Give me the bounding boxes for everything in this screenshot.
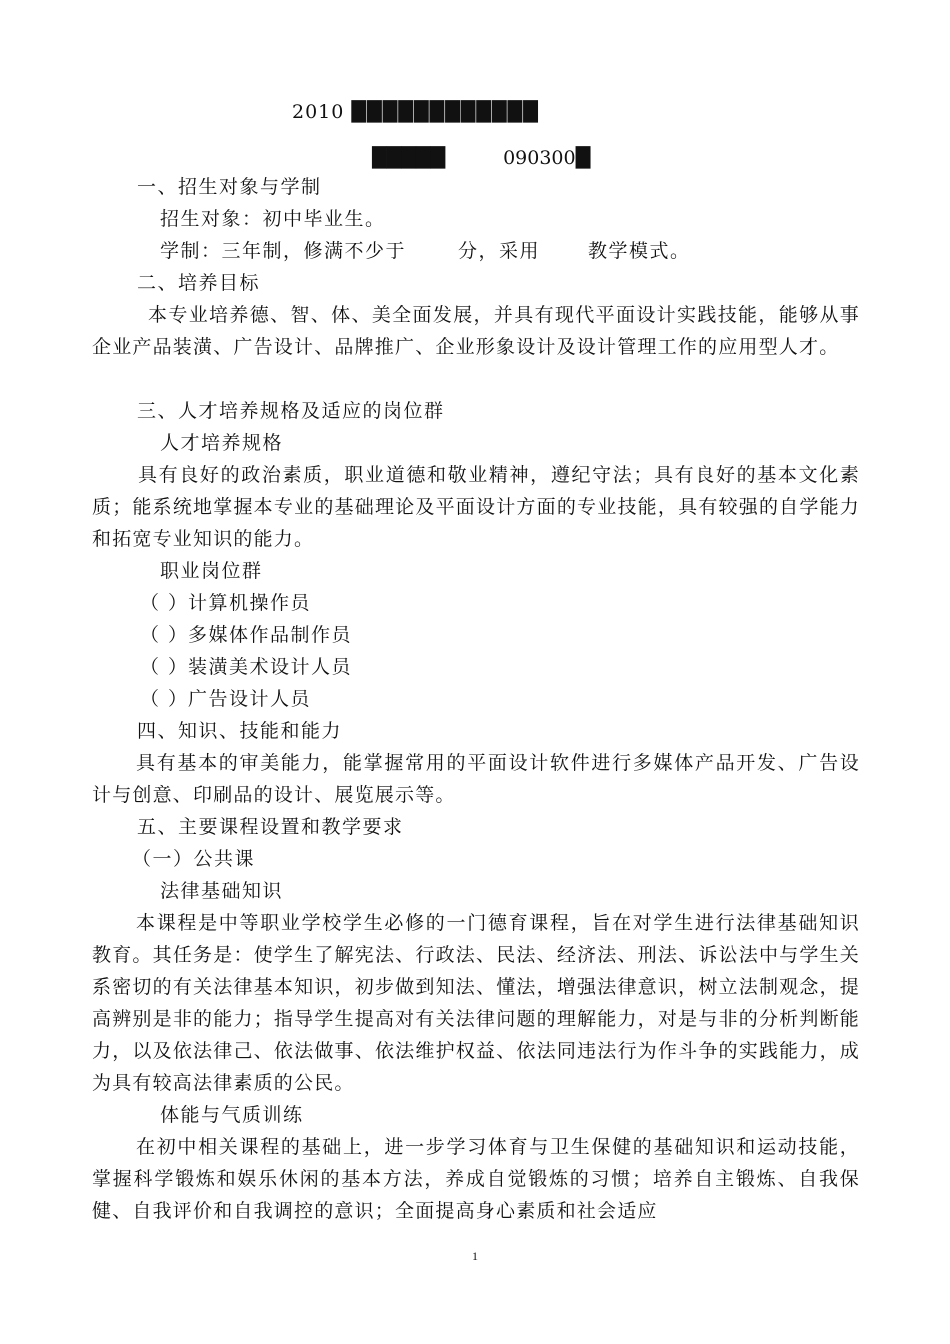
subheading-jobs: 职业岗位群 — [160, 560, 263, 582]
section-heading-skills: 四、知识、技能和能力 — [137, 720, 343, 742]
course-law-paragraph: 本课程是中等职业学校学生必修的一门德育课程，旨在对学生进行法律基础知识教育。其任务是：使学生了解宪法、行政法、民法、经济法、刑法、诉讼法中与学生关系密切的有关法律基本知识，初步做到知法、懂法，增强法律意识，树立法制观念，提高辨别是非的能力；指导学生提高对有关法律问题的理解能力，对是与非的分析判断能力，以及依法律己、依法做事、依法维护权益、依法同违法行为作斗争的实践能力，成为具有较高法律素质的公民。 — [92, 912, 860, 1094]
job-item — [140, 619, 352, 651]
page-number: 1 — [472, 1249, 478, 1263]
job-item-paren: （ ） — [140, 592, 189, 614]
job-item-label: 广告设计人员 — [188, 688, 312, 710]
course-title-fitness: 体能与气质训练 — [160, 1104, 304, 1126]
job-item — [140, 651, 352, 683]
job-item-paren: （ ） — [140, 688, 189, 710]
course-fitness-paragraph: 在初中相关课程的基础上，进一步学习体育与卫生保健的基础知识和运动技能，掌握科学锻炼和娱乐休闲的基本方法，养成自觉锻炼的习惯；培养自主锻炼、自我保健、自我评价和自我调控的意识；全面提高身心素质和社会适应 — [92, 1136, 860, 1222]
major-code-label: █████ — [372, 147, 446, 169]
job-item — [140, 587, 311, 619]
duration-text-a: 学制：三年制，修满不少于 — [160, 240, 407, 262]
job-item-label: 多媒体作品制作员 — [188, 624, 353, 646]
skills-paragraph: 具有基本的审美能力，能掌握常用的平面设计软件进行多媒体产品开发、广告设计与创意、印刷品的设计、展览展示等。 — [92, 752, 860, 806]
course-title-law: 法律基础知识 — [160, 880, 284, 902]
duration-text-c: 教学模式。 — [588, 240, 691, 262]
job-item-paren: （ ） — [140, 624, 189, 646]
goal-paragraph: 本专业培养德、智、体、美全面发展，并具有现代平面设计实践技能，能够从事企业产品装潢、广告设计、品牌推广、企业形象设计及设计管理工作的应用型人才。 — [92, 304, 860, 358]
subheading-public-courses: （一）公共课 — [132, 848, 256, 870]
section-heading-specs: 三、人才培养规格及适应的岗位群 — [137, 400, 445, 422]
section-heading-goal: 二、培养目标 — [137, 272, 261, 294]
section-heading-enrollment: 一、招生对象与学制 — [137, 176, 322, 198]
duration-line — [160, 235, 691, 267]
doc-title: 2010 ████████████ — [292, 101, 539, 123]
section-heading-courses: 五、主要课程设置和教学要求 — [137, 816, 404, 838]
major-code-value: 090300█ — [503, 147, 591, 169]
job-item-label: 计算机操作员 — [188, 592, 312, 614]
job-item — [140, 683, 311, 715]
subheading-specs: 人才培养规格 — [160, 432, 284, 454]
enrollment-target: 招生对象：初中毕业生。 — [160, 208, 386, 230]
job-item-paren: （ ） — [140, 656, 189, 678]
specs-paragraph: 具有良好的政治素质，职业道德和敬业精神，遵纪守法；具有良好的基本文化素质；能系统地掌握本专业的基础理论及平面设计方面的专业技能，具有较强的自学能力和拓宽专业知识的能力。 — [92, 464, 860, 550]
job-item-label: 装潢美术设计人员 — [188, 656, 353, 678]
major-code-line — [372, 142, 590, 174]
duration-text-b: 分，采用 — [458, 240, 541, 262]
